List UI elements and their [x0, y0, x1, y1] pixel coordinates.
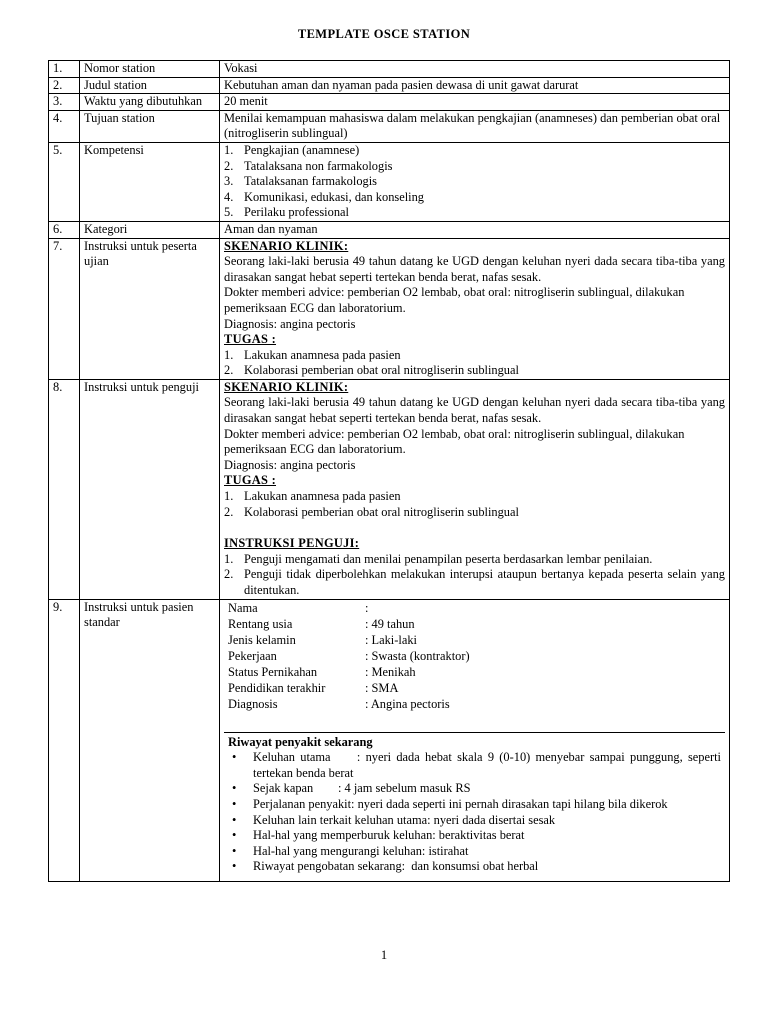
list-item: 2. Kolaborasi pemberian obat oral nitrogliserin sublingual: [224, 363, 519, 378]
doctor-advice: Dokter memberi advice: pemberian O2 lembab, obat oral: nitrogliserin sublingual, dilakukan pemeriksaan ECG dan laboratorium.: [224, 285, 685, 315]
bullet-icon: •: [232, 859, 237, 874]
scenario-text: Seorang laki-laki berusia 49 tahun datang ke UGD dengan keluhan nyeri dada secara tiba-tiba yang dirasakan sangat hebat seperti tertekan benda berat, nafas sesak.: [224, 254, 725, 284]
row-value: Aman dan nyaman: [220, 221, 730, 238]
scenario-text: Seorang laki-laki berusia 49 tahun datang ke UGD dengan keluhan nyeri dada secara tiba-tiba yang dirasakan sangat hebat seperti tertekan benda berat, nafas sesak.: [224, 395, 725, 426]
row-label: Tujuan station: [80, 110, 220, 142]
row-value: Menilai kemampuan mahasiswa dalam melakukan pengkajian (anamneses) dan pemberian obat oral (nitrogliserin sublingual): [220, 110, 730, 142]
identity-row: Status Pernikahan : Menikah: [228, 664, 416, 679]
row-label: Instruksi untuk pasien standar: [80, 599, 220, 881]
bullet-icon: •: [232, 843, 237, 858]
page-number: 1: [380, 948, 388, 962]
identity-row: Pekerjaan : Swasta (kontraktor): [228, 648, 470, 663]
list-item: 2. Kolaborasi pemberian obat oral nitrogliserin sublingual: [224, 504, 519, 519]
row-waktu: [49, 94, 730, 111]
row-value: [220, 238, 730, 379]
row-value: 20 menit: [220, 94, 730, 111]
row-label: Kategori: [80, 221, 220, 238]
identity-row: Jenis kelamin : Laki-laki: [228, 632, 417, 647]
riwayat-list: [228, 750, 725, 875]
row-label: Kompetensi: [80, 142, 220, 221]
list-item: 1. Pengkajian (anamnese): [224, 142, 360, 157]
identity-row: Pendidikan terakhir : SMA: [228, 680, 399, 695]
list-item: • Keluhan utama : nyeri dada hebat skala 9 (0-10) menyebar sampai punggung, seperti tertekan benda berat: [228, 750, 721, 781]
scenario-heading: SKENARIO KLINIK:: [224, 379, 349, 394]
row-label: Judul station: [80, 77, 220, 94]
tugas-heading: TUGAS :: [224, 473, 277, 488]
riwayat-heading: Riwayat penyakit sekarang: [228, 734, 373, 749]
scenario-heading: SKENARIO KLINIK:: [224, 238, 349, 253]
row-label: Instruksi untuk penguji: [80, 379, 220, 599]
identity-row: Diagnosis : Angina pectoris: [228, 696, 450, 711]
row-number: 6.: [49, 221, 80, 238]
identity-row: Nama :: [228, 600, 369, 615]
osce-table: [48, 60, 730, 882]
tugas-list: [224, 348, 725, 379]
row-number: 2.: [49, 77, 80, 94]
row-value: Kebutuhan aman dan nyaman pada pasien dewasa di unit gawat darurat: [220, 77, 730, 94]
list-item: • Hal-hal yang memperburuk keluhan: beraktivitas berat: [228, 828, 721, 844]
bullet-icon: •: [232, 796, 237, 811]
bullet-icon: •: [232, 828, 237, 843]
row-value: [220, 379, 730, 599]
document-title: TEMPLATE OSCE STATION: [297, 27, 471, 41]
diagnosis-text: Diagnosis: angina pectoris: [224, 457, 356, 472]
row-label: Nomor station: [80, 61, 220, 78]
list-item: • Sejak kapan : 4 jam sebelum masuk RS: [228, 781, 721, 797]
riwayat-penyakit-section: [224, 732, 725, 881]
list-item: • Riwayat pengobatan sekarang: dan konsumsi obat herbal: [228, 859, 721, 875]
row-tujuan: [49, 110, 730, 142]
list-item: 3. Tatalaksanan farmakologis: [224, 174, 377, 189]
row-kompetensi: [49, 142, 730, 221]
list-item: 2. Penguji tidak diperbolehkan melakukan interupsi ataupun bertanya kepada peserta selain yang ditentukan.: [224, 567, 725, 597]
list-item: • Hal-hal yang mengurangi keluhan: istirahat: [228, 844, 721, 860]
list-item: 1. Lakukan anamnesa pada pasien: [224, 489, 401, 504]
tugas-list: [224, 489, 725, 520]
row-number: 4.: [49, 110, 80, 142]
row-label: Waktu yang dibutuhkan: [80, 94, 220, 111]
instruksi-penguji-heading: INSTRUKSI PENGUJI:: [224, 536, 360, 551]
row-value: [220, 599, 730, 881]
row-number: 5.: [49, 142, 80, 221]
bullet-icon: •: [232, 750, 237, 765]
row-number: 1.: [49, 61, 80, 78]
row-label: Instruksi untuk peserta ujian: [80, 238, 220, 379]
row-number: 8.: [49, 379, 80, 599]
list-item: 1. Lakukan anamnesa pada pasien: [224, 347, 401, 362]
list-item: 1. Penguji mengamati dan menilai penampilan peserta berdasarkan lembar penilaian.: [224, 551, 653, 566]
row-instruksi-peserta: [49, 238, 730, 379]
row-instruksi-penguji: [49, 379, 730, 599]
list-item: 4. Komunikasi, edukasi, dan konseling: [224, 189, 424, 204]
row-kategori: [49, 221, 730, 238]
row-nomor-station: [49, 61, 730, 78]
tugas-heading: TUGAS :: [224, 332, 277, 347]
row-number: 7.: [49, 238, 80, 379]
list-item: 2. Tatalaksana non farmakologis: [224, 158, 393, 173]
bullet-icon: •: [232, 812, 237, 827]
bullet-icon: •: [232, 781, 237, 796]
list-item: 5. Perilaku professional: [224, 205, 349, 220]
row-value: Vokasi: [220, 61, 730, 78]
row-instruksi-pasien: [49, 599, 730, 881]
diagnosis-text: Diagnosis: angina pectoris: [224, 316, 356, 331]
kompetensi-list: [224, 143, 725, 221]
row-number: 9.: [49, 599, 80, 881]
list-item: • Perjalanan penyakit: nyeri dada seperti ini pernah dirasakan tapi hilang bila dikerok: [228, 797, 721, 813]
row-number: 3.: [49, 94, 80, 111]
doctor-advice: Dokter memberi advice: pemberian O2 lembab, obat oral: nitrogliserin sublingual, dilakukan pemeriksaan ECG dan laboratorium.: [224, 426, 685, 457]
list-item: • Keluhan lain terkait keluhan utama: nyeri dada disertai sesak: [228, 813, 721, 829]
row-judul-station: [49, 77, 730, 94]
identity-row: Rentang usia : 49 tahun: [228, 616, 415, 631]
instruksi-penguji-list: [224, 552, 725, 599]
patient-identity: [224, 600, 725, 732]
row-value: [220, 142, 730, 221]
